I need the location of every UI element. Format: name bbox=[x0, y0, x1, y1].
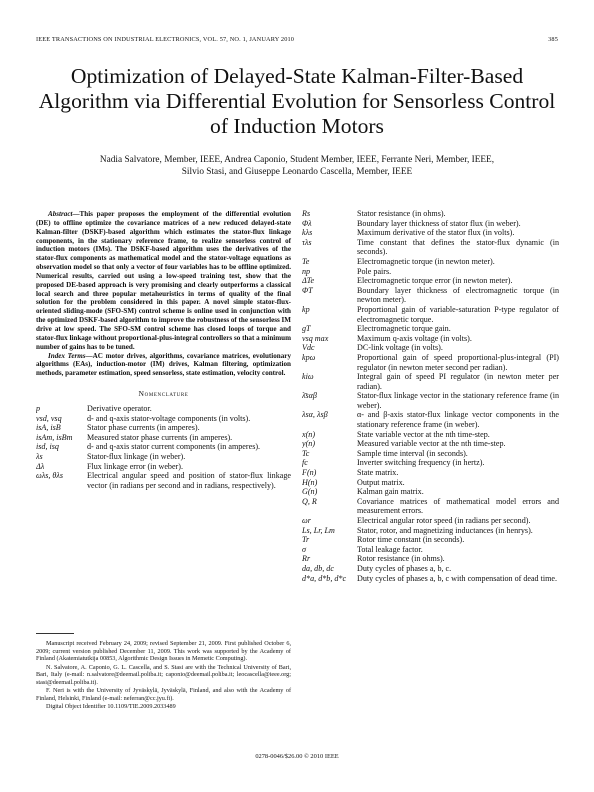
nomenclature-entry bbox=[302, 430, 559, 440]
nomenclature-entry bbox=[302, 257, 559, 267]
nomenclature-definition: Electrical angular rotor speed (in radians per second). bbox=[357, 516, 531, 525]
nomenclature-symbol: d*a, d*b, d*c bbox=[302, 573, 347, 583]
nomenclature-symbol: vsd, vsq bbox=[36, 413, 62, 423]
nomenclature-entry bbox=[302, 372, 559, 391]
nomenclature-entry bbox=[302, 439, 559, 449]
nomenclature-definition: Stator-flux linkage (in weber). bbox=[87, 452, 186, 461]
nomenclature-entry bbox=[36, 404, 291, 414]
nomenclature-symbol: fc bbox=[302, 458, 308, 468]
nomenclature-definition: Boundary layer thickness of stator flux (in weber). bbox=[357, 218, 521, 228]
footnote-paragraph: Digital Object Identifier 10.1109/TIE.2009.2033489 bbox=[46, 703, 176, 711]
copyright-footer: 0278-0046/$26.00 © 2010 IEEE bbox=[255, 753, 339, 760]
nomenclature-symbol: Te bbox=[302, 256, 310, 266]
nomenclature-symbol: y(n) bbox=[302, 439, 316, 449]
nomenclature-definition: Maximum derivative of the stator flux (in volts). bbox=[357, 228, 515, 238]
nomenclature-definition: d- and q-axis stator-voltage components (in volts). bbox=[87, 413, 251, 423]
nomenclature-definition: Stator phase currents (in amperes). bbox=[87, 423, 200, 433]
nomenclature-symbol: isd, isq bbox=[36, 442, 59, 452]
nomenclature-symbol: vsq max bbox=[302, 333, 329, 343]
journal-name: IEEE TRANSACTIONS ON INDUSTRIAL ELECTRONICS, VOL. 57, NO. 1, JANUARY 2010 bbox=[36, 36, 295, 43]
footnote-paragraph: N. Salvatore, A. Caponio, G. L. Cascella, and S. Stasi are with the Technical University of Bari, Bari, Italy (e-mail: n.salvatore@deemail.poliba.it; caponio@deemail.poliba.it; leocascella@ieee.org; stasi@deemail.poliba.it). bbox=[36, 663, 291, 687]
nomenclature-symbol: kpω bbox=[302, 352, 316, 362]
nomenclature-entry bbox=[302, 458, 559, 468]
nomenclature-definition: Integral gain of speed PI regulator (in newton meter per radian). bbox=[357, 372, 559, 391]
nomenclature-symbol: λs bbox=[36, 452, 43, 461]
running-header bbox=[36, 36, 558, 43]
nomenclature-symbol: λsα, λsβ bbox=[302, 410, 328, 420]
nomenclature-entry bbox=[36, 423, 291, 433]
nomenclature-entry bbox=[302, 219, 559, 229]
nomenclature-entry bbox=[302, 487, 559, 497]
nomenclature-definition: Time constant that defines the stator-flux dynamic (in seconds). bbox=[357, 237, 559, 257]
nomenclature-symbol: isAm, isBm bbox=[36, 432, 73, 442]
nomenclature-definition: Measured stator phase currents (in amperes). bbox=[87, 432, 233, 442]
nomenclature-entry bbox=[302, 286, 559, 305]
nomenclature-entry bbox=[36, 414, 291, 424]
nomenclature-entry bbox=[302, 324, 559, 334]
nomenclature-definition: Stator, rotor, and magnetizing inductances (in henrys). bbox=[357, 525, 533, 535]
nomenclature-symbol: kiω bbox=[302, 372, 314, 382]
nomenclature-entry bbox=[302, 209, 559, 219]
nomenclature-symbol: τλs bbox=[302, 237, 312, 247]
nomenclature-entry bbox=[302, 410, 559, 429]
nomenclature-entry bbox=[302, 343, 559, 353]
nomenclature-entry bbox=[302, 526, 559, 536]
nomenclature-symbol: Rs bbox=[302, 209, 311, 218]
nomenclature-entry bbox=[302, 478, 559, 488]
nomenclature-definition: Rotor resistance (in ohms). bbox=[357, 554, 445, 564]
nomenclature-definition: Flux linkage error (in weber). bbox=[87, 461, 183, 471]
nomenclature-entry bbox=[302, 353, 559, 372]
nomenclature-entry bbox=[302, 305, 559, 324]
author-line-1: Nadia Salvatore, Member, IEEE, Andrea Caponio, Student Member, IEEE, Ferrante Neri, Member, IEEE, bbox=[99, 155, 495, 165]
nomenclature-definition: Covariance matrices of mathematical model errors and measurement errors. bbox=[357, 496, 559, 516]
nomenclature-definition: Sample time interval (in seconds). bbox=[357, 448, 468, 458]
nomenclature-definition: Inverter switching frequency (in hertz). bbox=[357, 458, 485, 468]
nomenclature-symbol: G(n) bbox=[302, 487, 318, 497]
author-list bbox=[40, 154, 554, 178]
nomenclature-symbol: p bbox=[36, 404, 41, 414]
nomenclature-definition: Proportional gain of speed proportional-plus-integral (PI) regulator (in newton meter second per radian). bbox=[357, 352, 559, 372]
nomenclature-symbol: kp bbox=[302, 304, 310, 314]
nomenclature-definition: State variable vector at the nth time-step. bbox=[357, 429, 490, 439]
nomenclature-symbol: Φλ bbox=[302, 218, 312, 228]
footnote-paragraph: Manuscript received February 24, 2009; revised September 21, 2009. First published October 6, 2009; current version published December 11, 2009. This work was supported by the Academy of Finland (Akatemiatutkija 00853, Algorithmic Design Issues in Memetic Computing). bbox=[36, 640, 291, 663]
nomenclature-definition: State matrix. bbox=[357, 468, 399, 478]
nomenclature-symbol: ΔTe bbox=[302, 276, 315, 286]
abstract-text: —This paper proposes the employment of the differential evolution (DE) to offline optimize the covariance matrices of a new reduced delayed-state Kalman-filter (DSKF)-based algorithm which estimates the stator-flux linkage components, in the stationary reference frame, to realize sensorless control of induction motors (IMs). The DSKF-based algorithm uses the derivatives of the stator-flux components as mathematical model and the stator-voltage equations as observation model so that only a vector of four variables has to be offline optimized. Numerical results, carried out using a low-speed training test, show that the proposed DE-based approach is very promising and clearly outperforms a classical local search and three popular metaheuristics in terms of quality of the final solution for the problem considered in this paper. A novel simple stator-flux-oriented sliding-mode (SFO-SM) control scheme is online used in conjunction with the optimized DSKF-based algorithm to improve the robustness of the sensorless IM drive at low speed. The SFO-SM control scheme has closed loops of torque and stator-flux linkage without proportional-plus-integral controllers so that a minimum number of gains has to be tuned. bbox=[36, 210, 291, 351]
nomenclature-symbol: gT bbox=[302, 324, 311, 334]
nomenclature-definition: Boundary layer thickness of electromagnetic torque (in newton meter). bbox=[357, 285, 559, 305]
paper-title: Optimization of Delayed-State Kalman-Filter-Based Algorithm via Differential Evolution for Sensorless Control of Induction Motors bbox=[38, 64, 556, 138]
nomenclature-definition: Duty cycles of phases a, b, c with compensation of dead time. bbox=[357, 573, 558, 583]
nomenclature-entry bbox=[36, 433, 291, 443]
left-column bbox=[36, 210, 291, 490]
nomenclature-entry bbox=[36, 471, 291, 490]
nomenclature-definition: Pole pairs. bbox=[357, 266, 392, 276]
nomenclature-definition: Electromagnetic torque error (in newton meter). bbox=[357, 276, 513, 286]
nomenclature-entry bbox=[302, 545, 559, 555]
nomenclature-definition: Rotor time constant (in seconds). bbox=[357, 535, 465, 545]
nomenclature-symbol: ωr bbox=[302, 516, 311, 525]
nomenclature-entry bbox=[302, 238, 559, 257]
nomenclature-definition: Electromagnetic torque gain. bbox=[357, 324, 451, 334]
nomenclature-definition: d- and q-axis stator current components (in amperes). bbox=[87, 442, 261, 452]
nomenclature-symbol: H(n) bbox=[302, 477, 318, 487]
nomenclature-symbol: ωλs, θλs bbox=[36, 471, 64, 481]
abstract-label: Abstract bbox=[48, 210, 73, 218]
nomenclature-entry bbox=[36, 452, 291, 462]
nomenclature-symbol: isA, isB bbox=[36, 423, 61, 433]
index-terms-label: Index Terms bbox=[48, 351, 86, 360]
nomenclature-definition: Electromagnetic torque (in newton meter). bbox=[357, 256, 495, 266]
nomenclature-symbol: x(n) bbox=[302, 429, 316, 439]
nomenclature-symbol: Ls, Lr, Lm bbox=[302, 525, 335, 535]
nomenclature-symbol: Δλ bbox=[36, 461, 45, 471]
footnote-rule bbox=[36, 633, 74, 634]
nomenclature-entry bbox=[302, 228, 559, 238]
author-line-2: Silvio Stasi, and Giuseppe Leonardo Cascella, Member, IEEE bbox=[181, 167, 413, 177]
nomenclature-definition: Measured variable vector at the nth time-step. bbox=[357, 439, 506, 449]
nomenclature-entry bbox=[302, 535, 559, 545]
nomenclature-entry bbox=[302, 574, 559, 584]
nomenclature-symbol: Q, R bbox=[302, 496, 317, 506]
nomenclature-symbol: Rr bbox=[302, 554, 311, 564]
page-number: 385 bbox=[548, 36, 558, 43]
nomenclature-entry bbox=[302, 449, 559, 459]
nomenclature-entry bbox=[302, 554, 559, 564]
nomenclature-symbol: Tr bbox=[302, 535, 310, 545]
nomenclature-definition: Duty cycles of phases a, b, c. bbox=[357, 563, 452, 573]
nomenclature-symbol: kλs bbox=[302, 228, 313, 238]
nomenclature-definition: α- and β-axis stator-flux linkage vector components in the stationary reference frame (in weber). bbox=[357, 410, 559, 430]
nomenclature-list-right bbox=[302, 209, 559, 583]
nomenclature-symbol: np bbox=[302, 266, 311, 276]
nomenclature-heading: Nomenclature bbox=[138, 389, 189, 399]
nomenclature-symbol: Vdc bbox=[302, 343, 315, 353]
nomenclature-entry bbox=[302, 276, 559, 286]
nomenclature-symbol: da, db, dc bbox=[302, 563, 334, 573]
nomenclature-entry bbox=[36, 442, 291, 452]
nomenclature-symbol: Tc bbox=[302, 448, 310, 458]
nomenclature-entry bbox=[302, 516, 559, 526]
nomenclature-list-left bbox=[36, 404, 291, 490]
footnotes bbox=[36, 640, 291, 711]
nomenclature-entry bbox=[302, 334, 559, 344]
nomenclature-entry bbox=[302, 497, 559, 516]
nomenclature-entry bbox=[302, 564, 559, 574]
footnote-paragraph: F. Neri is with the University of Jyväskylä, Jyväskylä, Finland, and also with the Academy of Finland, Helsinki, Finland (e-mail: neferran@cc.jyu.fi). bbox=[36, 687, 291, 702]
nomenclature-definition: Total leakage factor. bbox=[357, 544, 423, 554]
nomenclature-entry bbox=[36, 462, 291, 472]
nomenclature-entry bbox=[302, 391, 559, 410]
abstract bbox=[36, 210, 291, 378]
nomenclature-definition: Proportional gain of variable-saturation P-type regulator of electromagnetic torque. bbox=[357, 304, 559, 324]
nomenclature-entry bbox=[302, 267, 559, 277]
nomenclature-definition: DC-link voltage (in volts). bbox=[357, 343, 443, 353]
nomenclature-entry bbox=[302, 468, 559, 478]
index-terms-text: —AC motor drives, algorithms, covariance matrices, evolutionary algorithms (EAs), induction-motor (IM) drives, Kalman filtering, optimization methods, parameter estimation, speed sensorless, state estimation, velocity control. bbox=[36, 351, 291, 378]
nomenclature-definition: Electrical angular speed and position of stator-flux linkage vector (in radians per second and in radians, respectively). bbox=[87, 471, 291, 490]
nomenclature-definition: Stator-flux linkage vector in the stationary reference frame (in weber). bbox=[357, 391, 559, 410]
nomenclature-definition: Output matrix. bbox=[357, 477, 405, 487]
nomenclature-definition: Maximum q-axis voltage (in volts). bbox=[357, 333, 472, 343]
nomenclature-symbol: F(n) bbox=[302, 468, 317, 478]
nomenclature-symbol: λ̄sαβ bbox=[302, 391, 317, 401]
nomenclature-definition: Stator resistance (in ohms). bbox=[357, 209, 446, 218]
nomenclature-definition: Kalman gain matrix. bbox=[357, 487, 424, 497]
right-column bbox=[302, 209, 559, 583]
nomenclature-symbol: ΦT bbox=[302, 285, 313, 295]
nomenclature-definition: Derivative operator. bbox=[87, 404, 152, 414]
nomenclature-symbol: σ bbox=[302, 544, 306, 554]
